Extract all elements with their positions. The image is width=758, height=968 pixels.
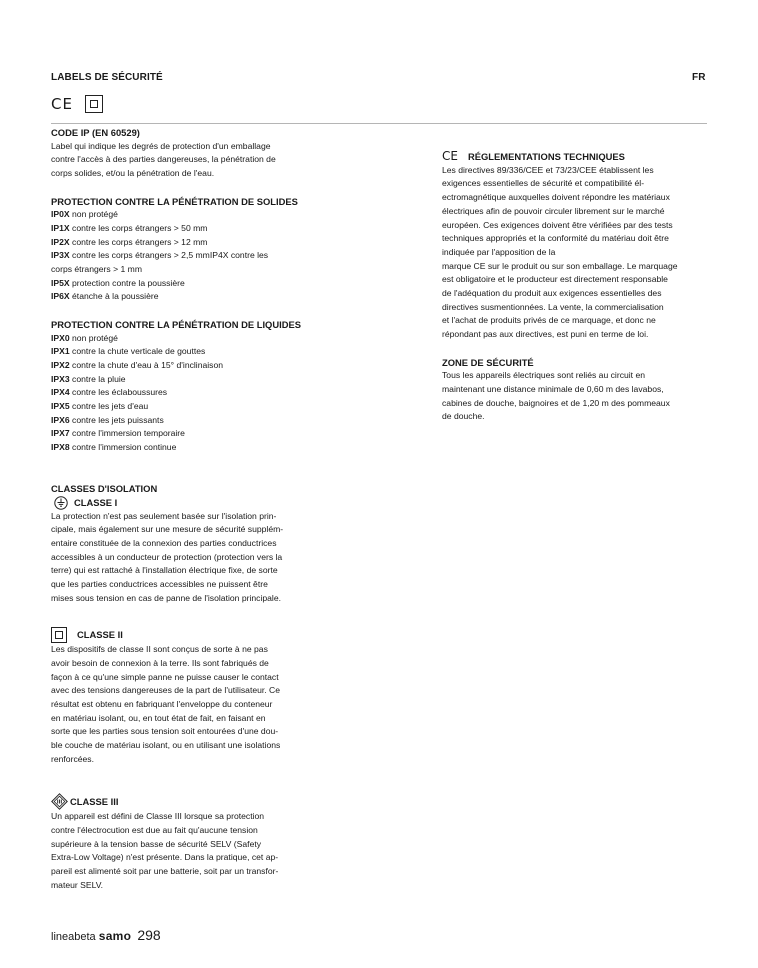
text-line: accessibles à un conducteur de protection (protection vers la: [51, 551, 283, 562]
text-line: techniques appropriés et la conformité du matériau doit être: [442, 233, 669, 244]
ip-desc: non protégé: [69, 209, 118, 220]
ip-desc: contre les corps étrangers > 12 mm: [69, 236, 208, 247]
text-line: ectromagnétique auxquelles doivent répondre les matériaux: [442, 192, 670, 203]
ip-desc: contre les jets puissants: [69, 414, 164, 425]
list-item: [51, 427, 331, 441]
text-line: pareil est alimenté soit par une batterie, soit par un transfor-: [51, 865, 279, 876]
text-line: de l'adéquation du produit aux exigences essentielles des: [442, 288, 662, 299]
text-line: Les directives 89/336/CEE et 73/23/CEE établissent les: [442, 164, 654, 175]
liquids-title: PROTECTION CONTRE LA PÉNÉTRATION DE LIQUIDES: [51, 318, 302, 330]
header-divider: [51, 123, 707, 124]
text-line: que les parties conductrices accessibles ne puissent être: [51, 579, 268, 590]
ce-mark-icon: CE: [51, 95, 73, 113]
text-line: La protection n'est pas seulement basée sur l'isolation prin-: [51, 510, 277, 521]
ip-desc: contre l'immersion continue: [69, 442, 177, 453]
list-item: [51, 249, 331, 263]
page-number: 298: [137, 927, 161, 943]
double-square-icon: [51, 627, 67, 643]
ip-desc: contre la pluie: [69, 373, 126, 384]
class2-title: CLASSE II: [77, 629, 123, 641]
ip-title: CODE IP (EN 60529): [51, 127, 140, 138]
ip-code: IPX0: [51, 332, 70, 343]
text-line: Extra-Low Voltage) n'est présente. Dans la pratique, cet ap-: [51, 852, 279, 863]
ip-code: IP5X: [51, 277, 70, 288]
text-line: est obligatoire et le producteur est directement responsable: [442, 274, 668, 285]
text-line: corps solides, et/ou la pénétration de l'eau.: [51, 168, 215, 179]
list-item: [51, 400, 331, 414]
text-line: et l'achat de produits privés de ce marquage, et donc ne: [442, 315, 656, 326]
classes-title: CLASSES D'ISOLATION: [51, 482, 158, 494]
text-line: cipale, mais également sur une mesure de sécurité supplém-: [51, 524, 284, 535]
brand-samo: samo: [98, 929, 132, 943]
ip-code: IPX5: [51, 401, 70, 412]
ip-desc: contre les éclaboussures: [69, 387, 168, 398]
ip-desc: étanche à la poussière: [69, 291, 159, 302]
list-item: [51, 222, 331, 236]
text-line: contre l'accès à des parties dangereuses, la pénétration de: [51, 154, 276, 165]
text-line: mises sous tension en cas de panne de l'isolation principale.: [51, 592, 281, 603]
ip-code: IPX4: [51, 387, 70, 398]
zone-title: ZONE DE SÉCURITÉ: [442, 356, 534, 368]
ip-code: IPX3: [51, 373, 70, 384]
list-item: [51, 373, 331, 387]
ip-desc: contre la chute verticale de gouttes: [69, 346, 206, 357]
class-iii-diamond-icon: [51, 793, 68, 810]
reg-heading: [442, 150, 712, 164]
text-line: directives susmentionnées. La vente, la commercialisation: [442, 301, 664, 312]
class2-heading: [51, 627, 331, 643]
ip-code: IPX8: [51, 442, 70, 453]
class3-title: CLASSE III: [70, 795, 119, 807]
ip-desc: non protégé: [69, 332, 118, 343]
class1-title: CLASSE I: [74, 496, 118, 508]
right-column: [442, 150, 712, 424]
ip-code: IP0X: [51, 209, 70, 220]
class-iii-label: III: [56, 799, 63, 806]
text-line: cabines de douche, baignoires et de 1,20 m des pommeaux: [442, 397, 670, 408]
ip-code: IP1X: [51, 222, 70, 233]
text-line: contre l'électrocution est due au fait qu'aucune tension: [51, 824, 258, 835]
list-item: [51, 263, 331, 277]
list-item: [51, 290, 331, 304]
text-line: maintenant une distance minimale de 0,60 m des lavabos,: [442, 383, 664, 394]
text-line: renforcées.: [51, 753, 94, 764]
ip-code: IP3X: [51, 250, 70, 261]
ip-code: IPX2: [51, 359, 70, 370]
ip-desc: corps étrangers > 1 mm: [51, 264, 142, 275]
text-line: avoir besoin de connexion à la terre. Ils sont fabriqués de: [51, 657, 269, 668]
list-item: [51, 236, 331, 250]
list-item: [51, 386, 331, 400]
ip-desc: protection contre la poussière: [69, 277, 185, 288]
text-line: supérieure à la tension basse de sécurité SELV (Safety: [51, 838, 262, 849]
reg-title: RÉGLEMENTATIONS TECHNIQUES: [467, 151, 625, 162]
brand-lineabeta: lineabeta: [51, 931, 96, 943]
text-line: Un appareil est défini de Classe III lorsque sa protection: [51, 811, 265, 822]
text-line: électriques afin de pouvoir circuler librement sur le marché: [442, 205, 665, 216]
text-line: façon à ce qu'une simple panne ne puisse causer le contact: [51, 671, 279, 682]
text-line: répondant pas aux directives, est puni en terme de loi.: [442, 329, 649, 340]
ip-desc: contre les corps étrangers > 2,5 mmIP4X contre les: [69, 250, 269, 261]
ce-mark-icon: CE: [442, 149, 458, 163]
list-item: [51, 277, 331, 291]
text-line: Les dispositifs de classe II sont conçus de sorte à ne pas: [51, 644, 268, 655]
ip-code: IP2X: [51, 236, 70, 247]
list-item: [51, 345, 331, 359]
ip-code: IPX6: [51, 414, 70, 425]
text-line: ble couche de matériau isolant, ou en utilisant une isolations: [51, 740, 281, 751]
ip-desc: contre la chute d'eau à 15° d'inclinaison: [69, 359, 224, 370]
class3-heading: [51, 793, 331, 810]
double-square-icon: [85, 95, 103, 113]
ip-desc: contre les corps étrangers > 50 mm: [69, 222, 208, 233]
ip-desc: contre les jets d'eau: [69, 401, 149, 412]
text-line: avec des tensions dangereuses de la part de l'utilisateur. Ce: [51, 685, 281, 696]
list-item: [51, 441, 331, 455]
text-line: sorte que les parties sous tension soit entourées d'une dou-: [51, 726, 279, 737]
solids-title: PROTECTION CONTRE LA PÉNÉTRATION DE SOLIDES: [51, 195, 298, 207]
text-line: Label qui indique les degrés de protection d'un emballage: [51, 140, 271, 151]
text-line: entaire constituée de la connexion des parties conductrices: [51, 537, 277, 548]
ip-code: IPX7: [51, 428, 70, 439]
text-line: résultat est obtenu en fabriquant l'enveloppe du conteneur: [51, 698, 273, 709]
section-title: LABELS DE SÉCURITÉ: [51, 72, 163, 83]
ip-code: IPX1: [51, 346, 70, 357]
text-line: terre) qui est rattaché à l'installation électrique fixe, de sorte: [51, 565, 278, 576]
footer: [51, 927, 161, 943]
left-column: [51, 126, 331, 892]
text-line: Tous les appareils électriques sont reliés au circuit en: [442, 370, 646, 381]
text-line: exigences essentielles de sécurité et compatibilité él-: [442, 178, 645, 189]
class1-heading: [54, 496, 331, 510]
language-label: FR: [692, 72, 706, 83]
ground-icon: [54, 496, 68, 510]
ip-code: IP6X: [51, 291, 70, 302]
ip-desc: contre l'immersion temporaire: [69, 428, 185, 439]
text-line: européen. Ces exigences doivent être vérifiées par des tests: [442, 219, 673, 230]
text-line: marque CE sur le produit ou sur son emballage. Le marquage: [442, 260, 678, 271]
list-item: [51, 332, 331, 346]
list-item: [51, 414, 331, 428]
text-line: en matériau isolant, ou, en tout état de fait, en faisant en: [51, 712, 266, 723]
text-line: mateur SELV.: [51, 879, 104, 890]
text-line: indiquée par l'apposition de la: [442, 246, 556, 257]
header-icons: [51, 95, 103, 113]
list-item: [51, 208, 331, 222]
list-item: [51, 359, 331, 373]
text-line: de douche.: [442, 411, 485, 422]
